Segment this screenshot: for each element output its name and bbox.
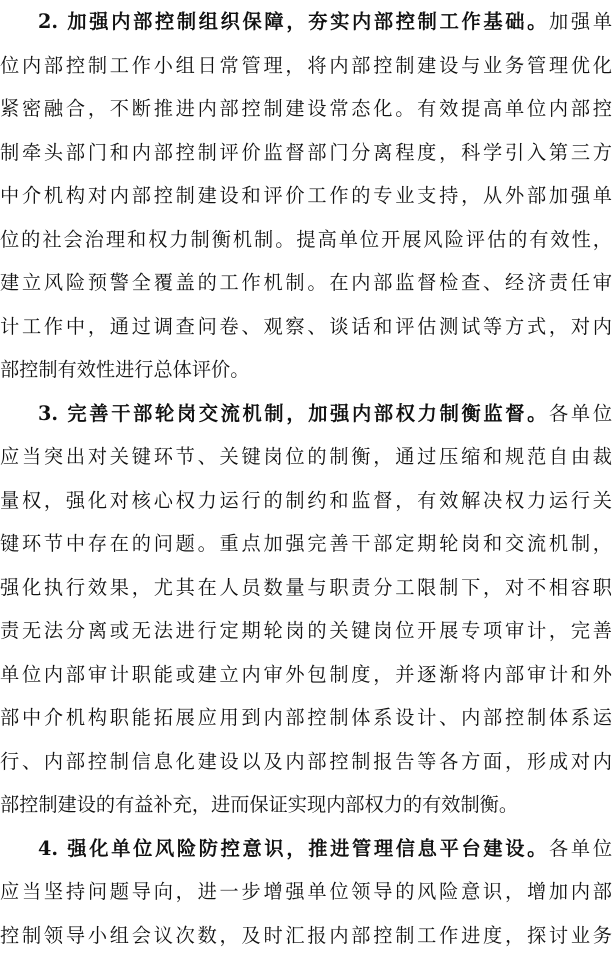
paragraph-line: 行、内部控制信息化建设以及内部控制报告等各方面，形成对内 (0, 740, 612, 784)
paragraph-4 (0, 827, 612, 957)
paragraph-line: 位的社会治理和权力制衡机制。提高单位开展风险评估的有效性， (0, 218, 612, 262)
paragraph-heading: 4. 强化单位风险防控意识，推进管理信息平台建设。 (38, 837, 549, 860)
paragraph-first-line (0, 392, 612, 436)
paragraph-first-line (0, 0, 612, 44)
paragraph-line: 中介机构对内部控制建设和评价工作的专业支持，从外部加强单 (0, 174, 612, 218)
paragraph-text: 各单位 (549, 402, 612, 425)
paragraph-first-line (0, 827, 612, 871)
paragraph-line: 紧密融合，不断推进内部控制建设常态化。有效提高单位内部控 (0, 87, 612, 131)
paragraph-line: 建立风险预警全覆盖的工作机制。在内部监督检查、经济责任审 (0, 261, 612, 305)
paragraph-line: 量权，强化对核心权力运行的制约和监督，有效解决权力运行关 (0, 479, 612, 523)
paragraph-2 (0, 0, 612, 392)
paragraph-line: 应当坚持问题导向，进一步增强单位领导的风险意识，增加内部 (0, 870, 612, 914)
paragraph-line: 位内部控制工作小组日常管理，将内部控制建设与业务管理优化 (0, 44, 612, 88)
paragraph-text: 各单位 (549, 837, 612, 860)
paragraph-text: 加强单 (549, 10, 612, 33)
paragraph-line: 单位内部审计职能或建立内审外包制度，并逐渐将内部审计和外 (0, 653, 612, 697)
paragraph-line: 强化执行效果，尤其在人员数量与职责分工限制下，对不相容职 (0, 566, 612, 610)
paragraph-line: 部控制有效性进行总体评价。 (0, 348, 612, 392)
paragraph-3 (0, 392, 612, 827)
paragraph-line: 制牵头部门和内部控制评价监督部门分离程度，科学引入第三方 (0, 131, 612, 175)
paragraph-heading: 2. 加强内部控制组织保障，夯实内部控制工作基础。 (38, 10, 549, 33)
paragraph-line: 控制领导小组会议次数，及时汇报内部控制工作进度，探讨业务 (0, 914, 612, 957)
paragraph-line: 键环节中存在的问题。重点加强完善干部定期轮岗和交流机制， (0, 522, 612, 566)
paragraph-line: 责无法分离或无法进行定期轮岗的关键岗位开展专项审计，完善 (0, 609, 612, 653)
paragraph-line: 计工作中，通过调查问卷、观察、谈话和评估测试等方式，对内 (0, 305, 612, 349)
paragraph-line: 应当突出对关键环节、关键岗位的制衡，通过压缩和规范自由裁 (0, 435, 612, 479)
paragraph-heading: 3. 完善干部轮岗交流机制，加强内部权力制衡监督。 (38, 402, 549, 425)
paragraph-line: 部中介机构职能拓展应用到内部控制体系设计、内部控制体系运 (0, 696, 612, 740)
paragraph-line: 部控制建设的有益补充，进而保证实现内部权力的有效制衡。 (0, 783, 612, 827)
